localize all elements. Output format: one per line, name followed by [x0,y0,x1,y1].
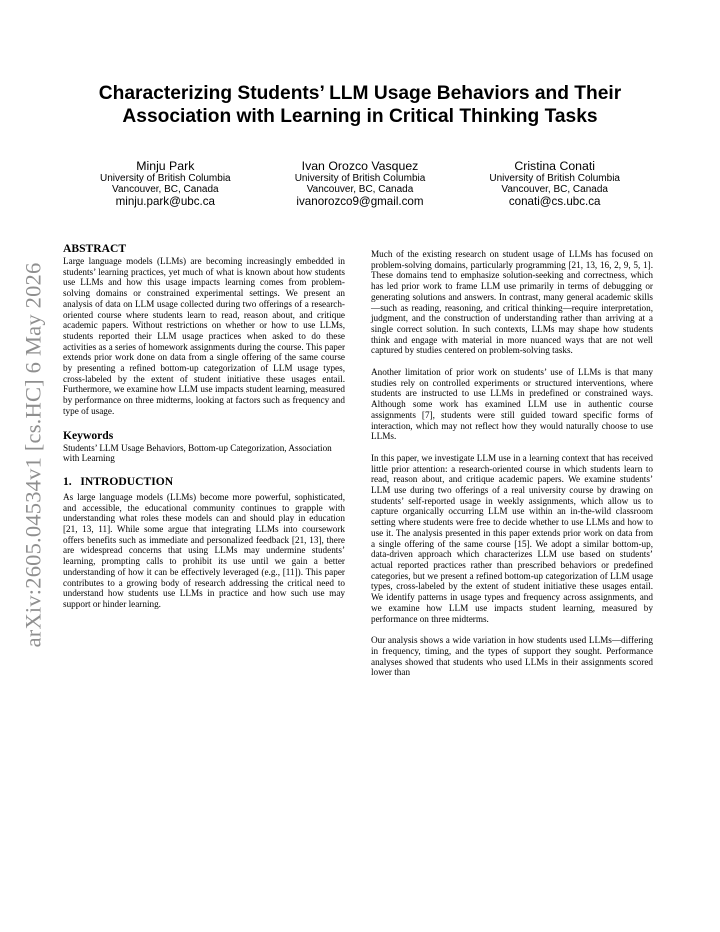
arxiv-identifier-text: arXiv:2605.04534v1 [cs.HC] 6 May 2026 [20,262,46,648]
author-location: Vancouver, BC, Canada [306,184,414,196]
author-name: Ivan Orozco Vasquez [301,159,419,173]
author-name: Cristina Conati [514,159,595,173]
author-1 [100,159,231,208]
keywords-heading: Keywords [63,428,114,442]
author-3 [489,159,620,208]
author-email: minju.park@ubc.ca [115,195,216,209]
left-column [63,242,345,610]
paper-title [60,82,660,128]
arxiv-identifier [18,235,48,675]
author-affiliation: University of British Columbia [294,173,426,184]
author-block [100,159,620,208]
introduction-heading: 1. INTRODUCTION [63,474,174,488]
right-column [371,249,653,678]
paper-title-line-1: Characterizing Students’ LLM Usage Behaviors and Their [98,83,622,104]
author-location: Vancouver, BC, Canada [112,184,219,196]
author-affiliation: University of British Columbia [100,173,231,184]
body-paragraph-2: Another limitation of prior work on students’ use of LLMs is that many studies rely on controlled experiments or structured interventions, where students are instructed to use LLMs in predefined or constrained ways. Although some work has examined LLM use in authentic course assignments [7], students were still guided toward specific forms of interaction, which may not reflect how they would naturally choose to use LLMs. [371,367,653,442]
paper-title-line-2: Association with Learning in Critical Thinking Tasks [122,106,598,127]
author-email: conati@cs.ubc.ca [508,195,601,209]
introduction-paragraph-1: As large language models (LLMs) become more powerful, sophisticated, and accessible, the educational community continues to grapple with understanding what roles these models can and should play in education [21, 13, 11]. While some argue that integrating LLMs into coursework offers benefits such as immediate and personalized feedback [21, 13], there are widespread concerns that using LLMs may undermine students’ learning, prompting calls to prohibit its use until we gain a better understanding of how it can be effectively leveraged (e.g., [11]). This paper contributes to a growing body of research addressing the critical need to understand how students use LLMs in practice and how such use may support or hinder learning. [63,491,345,609]
body-paragraph-1: Much of the existing research on student usage of LLMs has focused on problem-solving domains, particularly programming [21, 13, 16, 2, 9, 5, 1]. These domains tend to emphasize solution-seeking and correctness, which has led prior work to frame LLM use primarily in terms of debugging or generating solutions and answers. In contrast, many general academic skills—such as reading, reasoning, and critical thinking—require interpretation, judgment, and the construction of understanding rather than arriving at a single correct solution. In such contexts, LLMs may shape how students think and engage with material in more nuanced ways that are not well captured by studies centered on problem-solving tasks. [371,249,653,356]
author-2 [295,159,426,208]
author-affiliation: University of British Columbia [489,173,620,184]
body-paragraph-3: In this paper, we investigate LLM use in a learning context that has received little prior attention: a research-oriented course in which students learn to read, reason about, and critique academic papers. We examine students’ LLM use during two offerings of a real university course by drawing on students’ self-reported usage in weekly assignments, which allow us to capture organically occurring LLM use within an in-the-wild classroom setting where students were free to decide whether to use LLMs and how to use it. The analysis presented in this paper extends prior work on data from a single offering of the same course [15]. We adopt a similar bottom-up, data-driven approach which characterizes LLM use based on students’ actual reported practices rather than prescribed behaviors or predefined categories, but we present a refined bottom-up categorization of LLM usage types, cross-labeled by the extent of student initiative these usages entail. We identify patterns in usage types and frequency across assignments, and we examine how LLM use impacts student learning, measured by performance on three midterms. [371,452,653,624]
author-location: Vancouver, BC, Canada [501,184,608,196]
body-paragraph-4: Our analysis shows a wide variation in how students used LLMs—differing in frequency, timing, and the types of support they sought. Performance analyses showed that students who used LLMs in their assignments scored lower than [371,635,653,678]
abstract-text: Large language models (LLMs) are becoming increasingly embedded in students’ learning practices, yet much of what is known about how students use LLMs and how this usage impacts learning comes from problem-solving domains or constrained experimental settings. We present an analysis of data on LLM usage collected during two offerings of a research-oriented course where students learn to read, reason about, and critique academic papers. Without restrictions on whether or how to use LLMs, students reported their LLM usage practices when asked to do these activities as a series of homework assignments during the course. This paper extends prior work done on data from a single offering of the same course by presenting a refined bottom-up categorization of LLM usage types, cross-labeled by the extent of student initiative these usages entail. Furthermore, we examine how LLM use impacts student learning, measured by performance on three midterms, looking at factors such as frequency and type of usage. [63,256,345,416]
author-email: ivanorozco9@gmail.com [296,195,424,209]
abstract-heading: ABSTRACT [63,242,127,255]
author-name: Minju Park [136,159,195,173]
keywords-text: Students’ LLM Usage Behaviors, Bottom-up Categorization, Association with Learning [63,442,332,464]
